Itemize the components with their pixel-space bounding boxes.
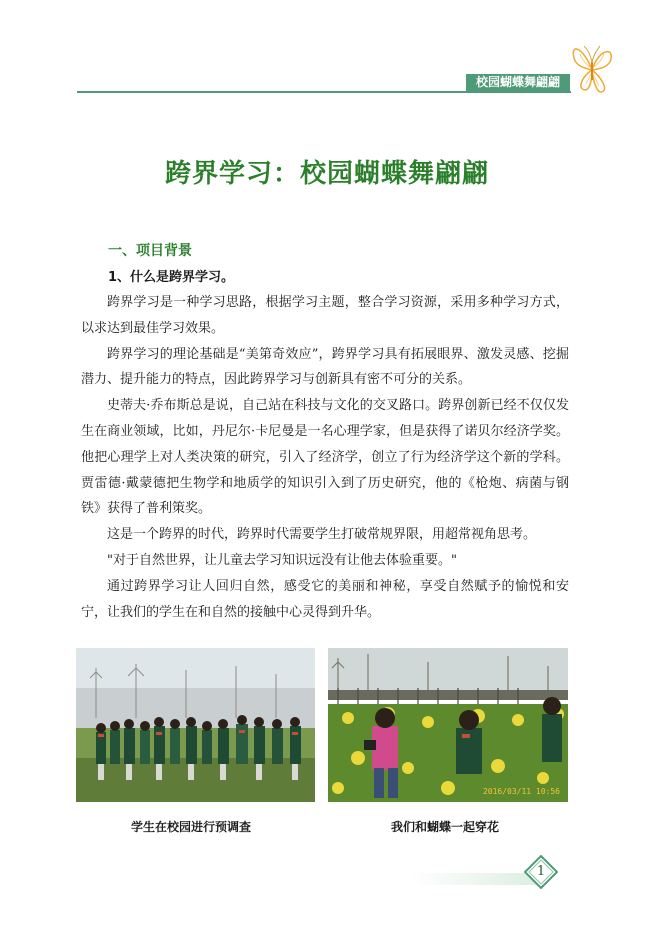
section-heading: 一、项目背景 bbox=[108, 243, 192, 259]
page-number: 1 bbox=[536, 864, 546, 879]
paragraph: 这是一个跨界的时代，跨界时代需要学生打破常规界限，用超常视角思考。 bbox=[107, 527, 537, 543]
photo-caption-right: 我们和蝴蝶一起穿花 bbox=[391, 820, 500, 834]
header-tab: 校园蝴蝶舞翩翩 bbox=[466, 74, 570, 91]
footer-bar bbox=[410, 873, 540, 885]
sub-heading: 1、什么是跨界学习。 bbox=[108, 270, 235, 285]
photo-students-survey bbox=[76, 648, 315, 802]
paragraph: "对于自然世界，让儿童去学习知识远没有让他去体验重要。" bbox=[107, 552, 457, 568]
paragraph: 史蒂夫·乔布斯总是说，自己站在科技与文化的交叉路口。跨界创新已经不仅仅发生在商业领域，比如，丹尼尔·卡尼曼是一名心理学家，但是获得了诺贝尔经济学奖。他把心理学上对人类决策的研究，引入了经济学，创立了行为经济学这个新的学科。贾雷德·戴蒙德把生物学和地质学的知识引入到了历史研究，他的《枪炮、病菌与钢铁》获得了普利策奖。 bbox=[81, 398, 569, 517]
butterfly-icon bbox=[566, 40, 618, 98]
page-title: 跨界学习：校园蝴蝶舞翩翩 bbox=[164, 159, 489, 189]
header-rule bbox=[77, 91, 571, 93]
photo-timestamp: 2016/03/11 10:56 bbox=[482, 787, 560, 796]
photo-butterfly-flowers bbox=[328, 648, 568, 802]
paragraph: 通过跨界学习让人回归自然，感受它的美丽和神秘，享受自然赋予的愉悦和安宁，让我们的学生在和自然的接触中心灵得到升华。 bbox=[81, 578, 569, 620]
body-text bbox=[81, 290, 569, 625]
photo-caption-left: 学生在校园进行预调查 bbox=[131, 820, 252, 834]
paragraph: 跨界学习的理论基础是“美第奇效应”，跨界学习具有拓展眼界、激发灵感、挖掘潜力、提升能力的特点，因此跨界学习与创新具有密不可分的关系。 bbox=[81, 346, 569, 388]
paragraph: 跨界学习是一种学习思路，根据学习主题，整合学习资源，采用多种学习方式，以求达到最佳学习效果。 bbox=[81, 295, 569, 336]
